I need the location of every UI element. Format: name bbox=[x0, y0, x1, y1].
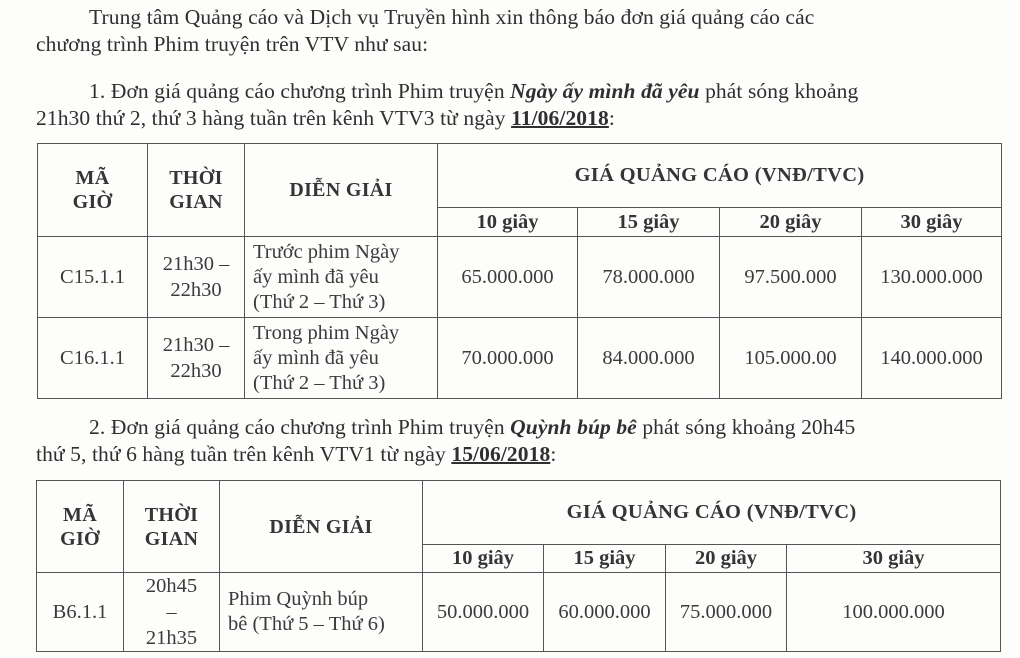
section-1-line2: 21h30 thứ 2, thứ 3 hàng tuần trên kênh VTV3 từ ngày bbox=[36, 106, 506, 130]
section-1-lead: Đơn giá quảng cáo chương trình Phim truyện bbox=[110, 79, 505, 103]
desc-l2: ấy mình đã yêu bbox=[253, 346, 379, 369]
header-time-l2: GIAN bbox=[144, 527, 199, 550]
time-end: 21h35 bbox=[145, 627, 198, 649]
desc-l2: ấy mình đã yêu bbox=[253, 265, 379, 288]
section-2-lead: Đơn giá quảng cáo chương trình Phim truyện bbox=[110, 415, 505, 439]
section-1-program-title: Ngày ấy mình đã yêu bbox=[510, 79, 700, 103]
time-end: 22h30 bbox=[170, 279, 222, 301]
cell-price-20s: 97.500.000 bbox=[720, 237, 862, 318]
header-time bbox=[124, 481, 220, 573]
intro-line-2: chương trình Phim truyện trên VTV như sau: bbox=[36, 32, 429, 56]
cell-price-15s: 84.000.000 bbox=[578, 318, 720, 399]
header-20s: 20 giây bbox=[720, 208, 862, 237]
cell-price-15s: 60.000.000 bbox=[544, 573, 666, 652]
header-15s: 15 giây bbox=[544, 545, 666, 573]
price-table-2 bbox=[36, 480, 1001, 652]
header-code-l2: GIỜ bbox=[72, 191, 113, 213]
cell-desc bbox=[220, 573, 423, 652]
header-time-l1: THỜI bbox=[144, 503, 199, 526]
section-2-line2: thứ 5, thứ 6 hàng tuần trên kênh VTV1 từ ngày bbox=[36, 442, 446, 466]
time-end: 22h30 bbox=[170, 360, 222, 382]
section-2-program-title: Quỳnh búp bê bbox=[510, 415, 637, 439]
section-2-number: 2. bbox=[89, 415, 106, 439]
section-2-colon: : bbox=[550, 442, 557, 466]
cell-price-30s: 130.000.000 bbox=[862, 237, 1002, 318]
header-code-l1: MÃ bbox=[63, 503, 97, 526]
intro-line-1: Trung tâm Quảng cáo và Dịch vụ Truyền hình xin thông báo đơn giá quảng cáo các bbox=[89, 5, 815, 29]
cell-time bbox=[124, 573, 220, 652]
header-desc: DIỄN GIẢI bbox=[220, 481, 423, 573]
intro-paragraph bbox=[36, 4, 1002, 58]
section-2-tail: phát sóng khoảng 20h45 bbox=[642, 415, 856, 439]
header-20s: 20 giây bbox=[666, 545, 787, 573]
time-dash: – bbox=[166, 601, 177, 623]
section-1-paragraph bbox=[36, 78, 1002, 132]
price-table-1 bbox=[37, 143, 1002, 399]
desc-l3: (Thứ 2 – Thứ 3) bbox=[253, 290, 386, 313]
header-30s: 30 giây bbox=[862, 208, 1002, 237]
cell-price-20s: 75.000.000 bbox=[666, 573, 787, 652]
header-time-l2: GIAN bbox=[169, 191, 223, 213]
header-price-group: GIÁ QUẢNG CÁO (VNĐ/TVC) bbox=[423, 481, 1001, 545]
cell-desc bbox=[245, 237, 438, 318]
header-time bbox=[148, 144, 245, 237]
desc-l1: Trong phim Ngày bbox=[253, 321, 400, 344]
header-code-l2: GIỜ bbox=[60, 527, 100, 550]
table-row bbox=[38, 237, 1002, 318]
header-price-group: GIÁ QUẢNG CÁO (VNĐ/TVC) bbox=[438, 144, 1002, 208]
cell-code: C16.1.1 bbox=[38, 318, 148, 399]
header-time-l1: THỜI bbox=[169, 167, 223, 189]
time-start: 20h45 bbox=[145, 575, 198, 597]
desc-l1: Phim Quỳnh búp bbox=[228, 588, 369, 610]
table-row bbox=[37, 573, 1001, 652]
section-1-number: 1. bbox=[89, 79, 106, 103]
cell-time bbox=[148, 318, 245, 399]
cell-price-20s: 105.000.00 bbox=[720, 318, 862, 399]
section-2-paragraph bbox=[36, 414, 1002, 468]
section-2-date: 15/06/2018 bbox=[451, 442, 551, 466]
desc-l2: bê (Thứ 5 – Thứ 6) bbox=[228, 613, 385, 635]
section-1-tail: phát sóng khoảng bbox=[705, 79, 859, 103]
header-30s: 30 giây bbox=[787, 545, 1001, 573]
section-1-colon: : bbox=[608, 106, 615, 130]
table-row bbox=[38, 318, 1002, 399]
header-desc: DIỄN GIẢI bbox=[245, 144, 438, 237]
cell-price-10s: 70.000.000 bbox=[438, 318, 578, 399]
cell-price-30s: 140.000.000 bbox=[862, 318, 1002, 399]
cell-price-30s: 100.000.000 bbox=[787, 573, 1001, 652]
section-1-date: 11/06/2018 bbox=[511, 106, 609, 130]
header-10s: 10 giây bbox=[423, 545, 544, 573]
cell-price-10s: 65.000.000 bbox=[438, 237, 578, 318]
desc-l3: (Thứ 2 – Thứ 3) bbox=[253, 371, 386, 394]
desc-l1: Trước phim Ngày bbox=[253, 240, 400, 263]
cell-time bbox=[148, 237, 245, 318]
header-code-l1: MÃ bbox=[75, 167, 110, 189]
cell-price-10s: 50.000.000 bbox=[423, 573, 544, 652]
header-code bbox=[37, 481, 124, 573]
header-15s: 15 giây bbox=[578, 208, 720, 237]
time-start: 21h30 – bbox=[162, 334, 230, 356]
cell-desc bbox=[245, 318, 438, 399]
header-code bbox=[38, 144, 148, 237]
cell-code: C15.1.1 bbox=[38, 237, 148, 318]
cell-code: B6.1.1 bbox=[37, 573, 124, 652]
cell-price-15s: 78.000.000 bbox=[578, 237, 720, 318]
header-10s: 10 giây bbox=[438, 208, 578, 237]
time-start: 21h30 – bbox=[162, 253, 230, 275]
